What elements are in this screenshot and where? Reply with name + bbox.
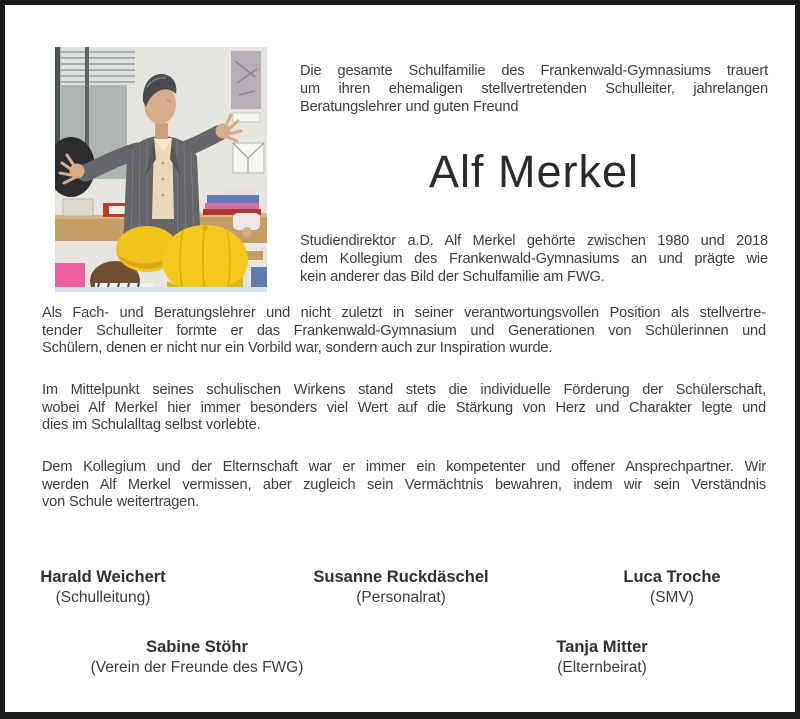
deceased-name: Alf Merkel	[428, 146, 640, 197]
memorial-photo-art	[55, 47, 267, 292]
signature-name: Luca Troche	[623, 568, 721, 586]
body-paragraph-3: Dem Kollegium und der Elternschaft war er immer ein kompetenter und offener Ansprechpartner. Wir werden Alf Merkel vermissen, aber zugleich sein Vermächtnis bewahren, indem wir sein Verständnis von Schule weitertragen.	[42, 459, 766, 511]
signature-name: Harald Weichert	[40, 568, 166, 586]
signature-personalrat	[313, 568, 488, 607]
signature-role: (Personalrat)	[356, 588, 446, 606]
signature-role: (Schulleitung)	[55, 588, 151, 606]
signature-name: Sabine Stöhr	[146, 638, 248, 656]
body-paragraph-2: Im Mittelpunkt seines schulischen Wirkens stand stets die individuelle Förderung der Schülerschaft, wobei Alf Merkel hier immer besonders viel Wert auf die Stärkung von Herz und Charakter legte und dies im Schulalltag selbst vorlebte.	[42, 382, 766, 434]
body-paragraph-1: Als Fach- und Beratungslehrer und nicht zuletzt in seiner verantwortungsvollen Position als stellvertre- tender Schulleiter formte er das Frankenwald-Gymnasium und Generationen von Schülerinnen und Schülern, denen er nicht nur ein Vorbild war, sondern auch zur Inspiration wurde.	[42, 305, 766, 357]
intro-paragraph: Die gesamte Schulfamilie des Frankenwald-Gymnasiums trauert um ihren ehemaligen stellvertretenden Schulleiter, jahrelangen Beratungslehrer und guten Freund	[300, 63, 768, 115]
signature-name: Tanja Mitter	[556, 638, 648, 656]
signature-name: Susanne Ruckdäschel	[313, 568, 489, 586]
signature-elternbeirat	[556, 638, 647, 677]
signature-verein-der-freunde	[91, 638, 304, 677]
signature-schulleitung	[40, 568, 165, 607]
memorial-photo	[55, 47, 267, 292]
signature-role: (SMV)	[650, 588, 694, 606]
signature-smv	[623, 568, 720, 607]
signature-role: (Verein der Freunde des FWG)	[90, 658, 304, 676]
subtitle-paragraph: Studiendirektor a.D. Alf Merkel gehörte zwischen 1980 und 2018 dem Kollegium des Frankenwald-Gymnasiums an und prägte wie kein anderer das Bild der Schulfamilie am FWG.	[300, 233, 768, 285]
signature-role: (Elternbeirat)	[557, 658, 647, 676]
